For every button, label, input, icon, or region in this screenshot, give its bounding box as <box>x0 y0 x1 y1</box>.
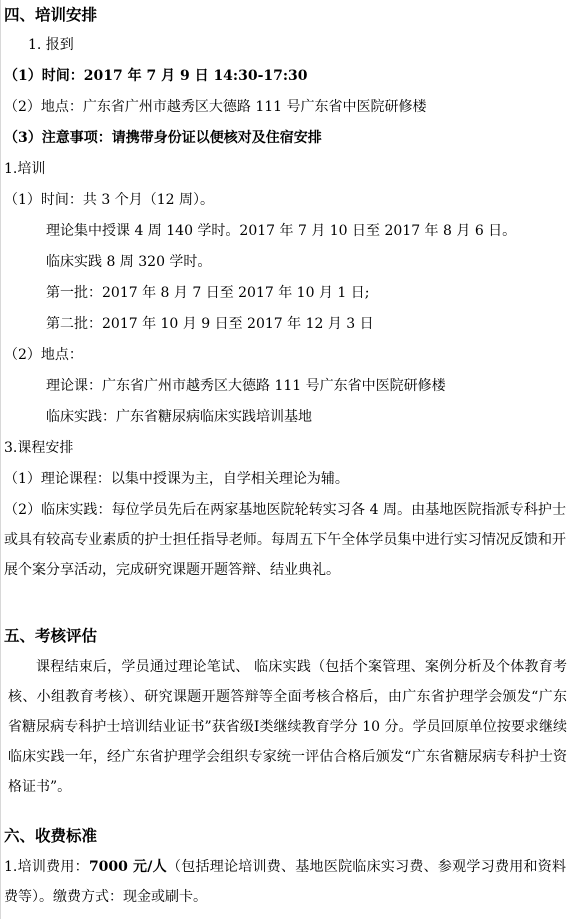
clinical-period: 临床实践 8 周 320 学时。 <box>46 254 212 270</box>
section-6-heading: 六、收费标准 <box>4 826 98 845</box>
theory-period: 理论集中授课 4 周 140 学时。2017 年 7 月 10 日至 2017 年 8 月 6 日。 <box>46 223 517 239</box>
section-5-heading: 五、考核评估 <box>4 626 98 645</box>
section-4-heading: 四、培训安排 <box>4 5 98 24</box>
course-clinical: （2）临床实践：每位学员先后在两家基地医院轮转实习各 4 周。由基地医院指派专科护士或具有较高专业素质的护士担任指导老师。每周五下午全体学员集中进行实习情况反馈和开展个案分享活动，完成研究课题开题答辩、结业典礼。 <box>4 502 566 578</box>
course-theory: （1）理论课程：以集中授课为主，自学相关理论为辅。 <box>4 471 349 487</box>
registration-time-label: （1）时间： <box>4 68 84 84</box>
fee-detail: （包括理论培训费、基地医院临床实习费、参观学习费用和资料费等）。缴费方式：现金或刷卡。 <box>4 859 567 905</box>
registration-notes-value: 请携带身份证以便核对及住宿安排 <box>111 130 322 146</box>
fee-paragraph <box>4 852 566 912</box>
registration-place-label: （2）地点： <box>4 99 83 115</box>
assessment-paragraph: 课程结束后，学员通过理论笔试、 临床实践（包括个案管理、案例分析及个体教育考核、小组教育考核）、研究课题开题答辩等全面考核合格后，由广东省护理学会颁发“广东省糖尿病专科护士培训结业证书”获省级Ⅰ类继续教育学分 10 分。学员回原单位按要求继续临床实践一年，经广东省护理学会组织专家统一评估合格后颁发“广东省糖尿病专科护士资格证书”。 <box>8 659 567 795</box>
item-registration-title: 1. 报到 <box>28 37 74 53</box>
training-place: （2）地点： <box>4 347 83 363</box>
registration-place-value: 广东省广州市越秀区大德路 111 号广东省中医院研修楼 <box>82 99 427 115</box>
registration-place <box>4 97 427 117</box>
item-course-title: 3.课程安排 <box>4 440 74 456</box>
batch-one: 第一批：2017 年 8 月 7 日至 2017 年 10 月 1 日; <box>46 285 370 301</box>
registration-notes-label: （3）注意事项： <box>4 130 112 146</box>
training-time: （1）时间：共 3 个月（12 周）。 <box>4 192 214 208</box>
registration-time <box>4 66 308 86</box>
theory-place: 理论课：广东省广州市越秀区大德路 111 号广东省中医院研修楼 <box>46 378 446 394</box>
registration-notes <box>4 128 322 148</box>
fee-value: 7000 元/人 <box>88 859 167 875</box>
clinical-place: 临床实践：广东省糖尿病临床实践培训基地 <box>46 409 312 425</box>
registration-time-value: 2017 年 7 月 9 日 14:30-17:30 <box>83 68 308 84</box>
fee-label: 1.培训费用： <box>4 859 89 875</box>
batch-two: 第二批：2017 年 10 月 9 日至 2017 年 12 月 3 日 <box>46 316 374 332</box>
item-training-title: 1.培训 <box>4 161 46 177</box>
